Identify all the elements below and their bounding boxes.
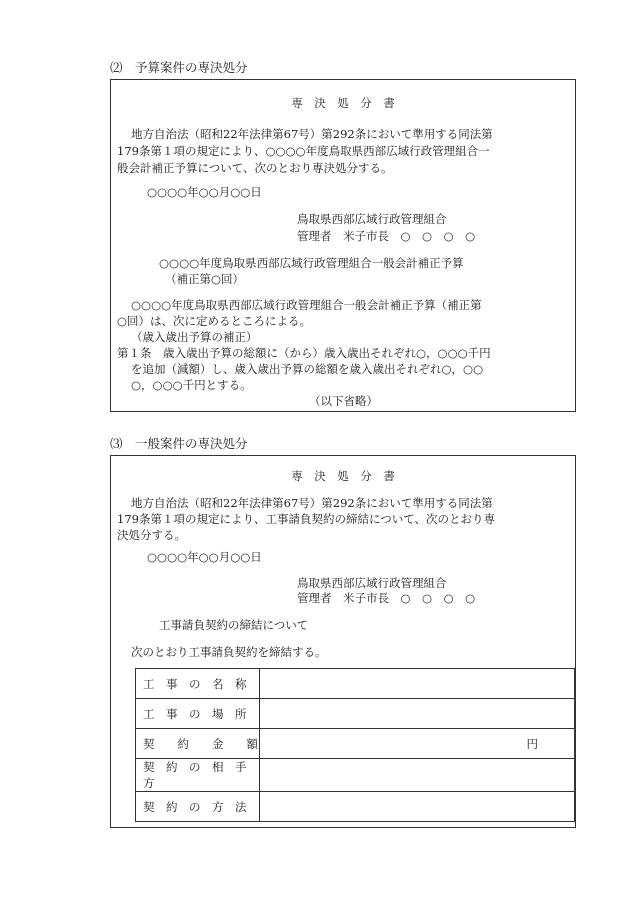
statement-line: 次のとおり工事請負契約を締結する。 [131, 645, 327, 659]
budget-number: （補正第○回） [165, 272, 245, 286]
document-title: 専 決 処 分 書 [291, 96, 395, 110]
paragraph-line: 地方自治法（昭和22年法律第67号）第292条において準用する同法第 [131, 127, 493, 141]
row-value [259, 669, 574, 699]
row-value [259, 759, 574, 792]
section3-heading: ⑶ 一般案件の専決処分 [110, 436, 248, 451]
budget-disposition-box [110, 79, 576, 412]
disposition-date: ○○○○年○○月○○日 [147, 550, 262, 564]
section2-heading: ⑵ 予算案件の専決処分 [110, 60, 248, 75]
row-label: 工 事 の 名 称 [136, 669, 260, 699]
document-title: 専 決 処 分 書 [291, 469, 395, 483]
row-label: 契 約 金 額 [136, 729, 260, 759]
disposition-date: ○○○○年○○月○○日 [147, 185, 262, 199]
subheading: （歳入歳出予算の補正） [131, 330, 258, 344]
row-label: 契 約 の 方 法 [136, 792, 260, 822]
subject-line: 工事請負契約の締結について [159, 618, 309, 632]
row-value: 円 [259, 729, 574, 759]
contract-table [135, 668, 575, 822]
budget-title: ○○○○年度鳥取県西部広域行政管理組合一般会計補正予算 [159, 256, 464, 270]
general-disposition-box [110, 455, 576, 828]
manager-signature: 管理者 米子市長 ○ ○ ○ ○ [297, 591, 476, 605]
paragraph-line: 179条第１項の規定により、○○○○年度鳥取県西部広域行政管理組合一 [117, 144, 490, 158]
table-row [136, 669, 575, 699]
article-line: を追加（減額）し、歳入歳出予算の総額を歳入歳出それぞれ○，○○ [131, 362, 484, 376]
row-value [259, 792, 574, 822]
row-value [259, 699, 574, 729]
table-row [136, 699, 575, 729]
omission-note: （以下省略） [309, 394, 378, 408]
row-label: 工 事 の 場 所 [136, 699, 260, 729]
paragraph-line: 決処分する。 [117, 528, 186, 542]
manager-signature: 管理者 米子市長 ○ ○ ○ ○ [297, 229, 476, 243]
paragraph-line: 179条第１項の規定により、工事請負契約の締結について、次のとおり専 [117, 512, 495, 526]
article-line: 第１条 歳入歳出予算の総額に（から）歳入歳出それぞれ○，○○○千円 [117, 346, 491, 360]
table-row [136, 759, 575, 792]
table-row [136, 792, 575, 822]
article-line: ○，○○○千円とする。 [131, 378, 252, 392]
paragraph-line: ○回）は、次に定めるところによる。 [117, 314, 312, 328]
table-row [136, 729, 575, 759]
paragraph-line: 地方自治法（昭和22年法律第67号）第292条において準用する同法第 [131, 496, 493, 510]
organization-name: 鳥取県西部広域行政管理組合 [297, 212, 447, 226]
paragraph-line: 般会計補正予算について、次のとおり専決処分する。 [117, 161, 393, 175]
paragraph-line: ○○○○年度鳥取県西部広域行政管理組合一般会計補正予算（補正第 [131, 298, 482, 312]
row-label: 契 約 の 相 手 方 [136, 759, 260, 792]
organization-name: 鳥取県西部広域行政管理組合 [297, 576, 447, 590]
